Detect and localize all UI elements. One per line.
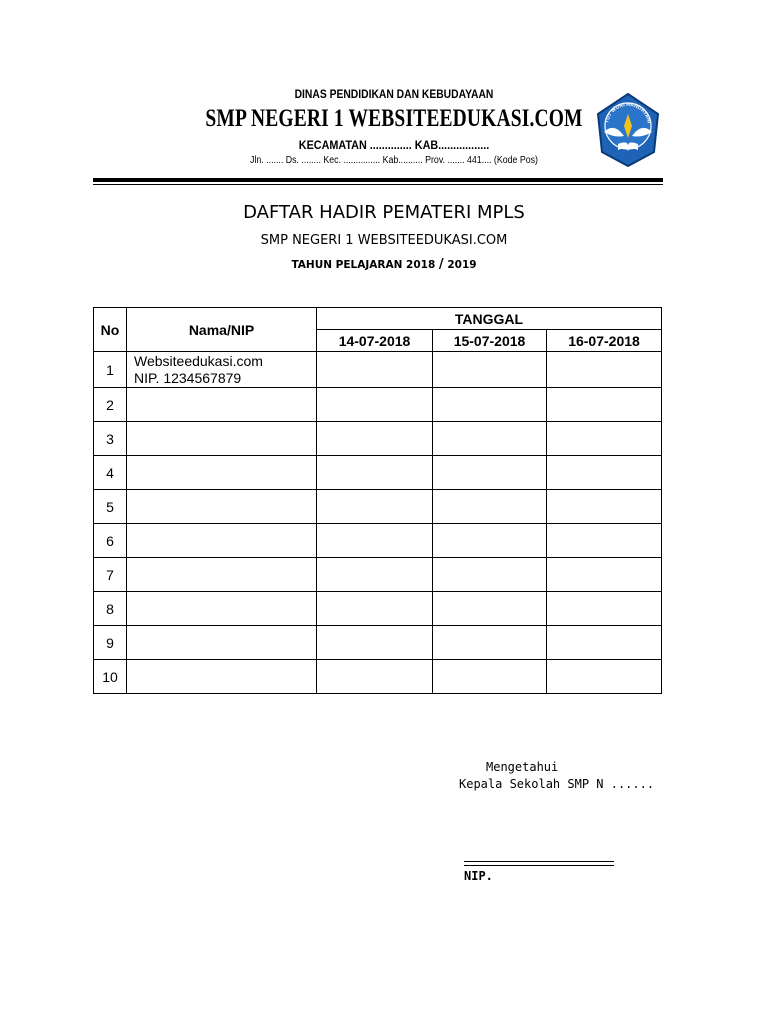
signature-cell[interactable] <box>433 626 547 660</box>
signature-cell[interactable] <box>433 422 547 456</box>
agency-name: DINAS PENDIDIKAN DAN KEBUDAYAAN <box>294 87 494 101</box>
year-suffix: 2019 <box>447 259 477 271</box>
header-date-3: 16-07-2018 <box>547 330 662 352</box>
signature-cell[interactable] <box>547 592 662 626</box>
row-number: 8 <box>94 592 127 626</box>
signature-cell[interactable] <box>433 456 547 490</box>
header-rule-thick <box>93 178 663 182</box>
address-line: Jln. ....... Ds. ........ Kec. ............... Kab.......... Prov. ....... 441.... (Kode Pos) <box>250 155 538 166</box>
school-name: SMP NEGERI 1 WEBSITEEDUKASI.COM <box>205 105 583 132</box>
name-nip-cell[interactable] <box>127 456 317 490</box>
header-no: No <box>94 308 127 352</box>
document-subtitle: SMP NEGERI 1 WEBSITEEDUKASI.COM <box>260 233 508 248</box>
signature-cell[interactable] <box>317 592 433 626</box>
signature-cell[interactable] <box>317 352 433 388</box>
name-nip-cell[interactable] <box>127 558 317 592</box>
principal-role: Kepala Sekolah SMP N ...... <box>459 777 655 791</box>
signature-cell[interactable] <box>317 388 433 422</box>
header-rule-thin <box>93 184 663 185</box>
row-number: 7 <box>94 558 127 592</box>
name-nip-cell <box>127 352 317 388</box>
signature-cell[interactable] <box>547 524 662 558</box>
row-number: 2 <box>94 388 127 422</box>
name-nip-cell[interactable] <box>127 626 317 660</box>
row-number: 1 <box>94 352 127 388</box>
academic-year <box>94 257 674 272</box>
header-date-1: 14-07-2018 <box>317 330 433 352</box>
name-nip-cell[interactable] <box>127 660 317 694</box>
row-number: 5 <box>94 490 127 524</box>
name-nip-cell[interactable] <box>127 592 317 626</box>
principal-nip-label: NIP. <box>464 869 493 883</box>
signature-cell[interactable] <box>547 388 662 422</box>
signature-cell[interactable] <box>317 660 433 694</box>
name-nip-cell[interactable] <box>127 422 317 456</box>
row-number: 3 <box>94 422 127 456</box>
row-number: 4 <box>94 456 127 490</box>
row-number: 9 <box>94 626 127 660</box>
table-row <box>94 456 662 490</box>
table-row <box>94 490 662 524</box>
signature-cell[interactable] <box>547 660 662 694</box>
signature-cell[interactable] <box>317 490 433 524</box>
table-row <box>94 558 662 592</box>
header-name-nip: Nama/NIP <box>127 308 317 352</box>
presenter-nip: NIP. 1234567879 <box>134 369 242 386</box>
signature-cell[interactable] <box>547 626 662 660</box>
name-nip-cell[interactable] <box>127 524 317 558</box>
signature-cell[interactable] <box>317 422 433 456</box>
signature-cell[interactable] <box>547 352 662 388</box>
district-line: KECAMATAN .............. KAB................. <box>298 138 490 152</box>
signature-cell[interactable] <box>317 524 433 558</box>
signature-cell[interactable] <box>433 490 547 524</box>
signature-cell[interactable] <box>317 626 433 660</box>
acknowledged-label: Mengetahui <box>486 760 559 774</box>
header-date-2: 15-07-2018 <box>433 330 547 352</box>
table-row <box>94 524 662 558</box>
signature-cell[interactable] <box>547 456 662 490</box>
header-date-group: TANGGAL <box>317 308 662 330</box>
table-row <box>94 388 662 422</box>
signature-cell[interactable] <box>433 660 547 694</box>
signature-cell[interactable] <box>547 558 662 592</box>
table-row <box>94 626 662 660</box>
row-number: 6 <box>94 524 127 558</box>
logo-motto: TUT WURI HANDAYANI <box>604 101 652 124</box>
signature-cell[interactable] <box>433 592 547 626</box>
attendance-table <box>93 307 662 694</box>
signature-line-double <box>464 865 614 866</box>
table-row <box>94 422 662 456</box>
signature-cell[interactable] <box>317 456 433 490</box>
signature-cell[interactable] <box>433 524 547 558</box>
name-nip-cell[interactable] <box>127 388 317 422</box>
document-title: DAFTAR HADIR PEMATERI MPLS <box>243 202 525 223</box>
year-separator: / <box>438 257 444 272</box>
table-row <box>94 592 662 626</box>
year-prefix: TAHUN PELAJARAN 2018 <box>291 259 436 271</box>
table-row <box>94 352 662 388</box>
signature-cell[interactable] <box>433 388 547 422</box>
signature-cell[interactable] <box>433 352 547 388</box>
signature-cell[interactable] <box>547 490 662 524</box>
presenter-name: Websiteedukasi.com <box>134 352 263 369</box>
row-number: 10 <box>94 660 127 694</box>
signature-cell[interactable] <box>547 422 662 456</box>
signature-cell[interactable] <box>433 558 547 592</box>
signature-line <box>464 861 614 862</box>
signature-cell[interactable] <box>317 558 433 592</box>
tut-wuri-handayani-logo <box>594 92 662 168</box>
name-nip-cell[interactable] <box>127 490 317 524</box>
table-row <box>94 660 662 694</box>
